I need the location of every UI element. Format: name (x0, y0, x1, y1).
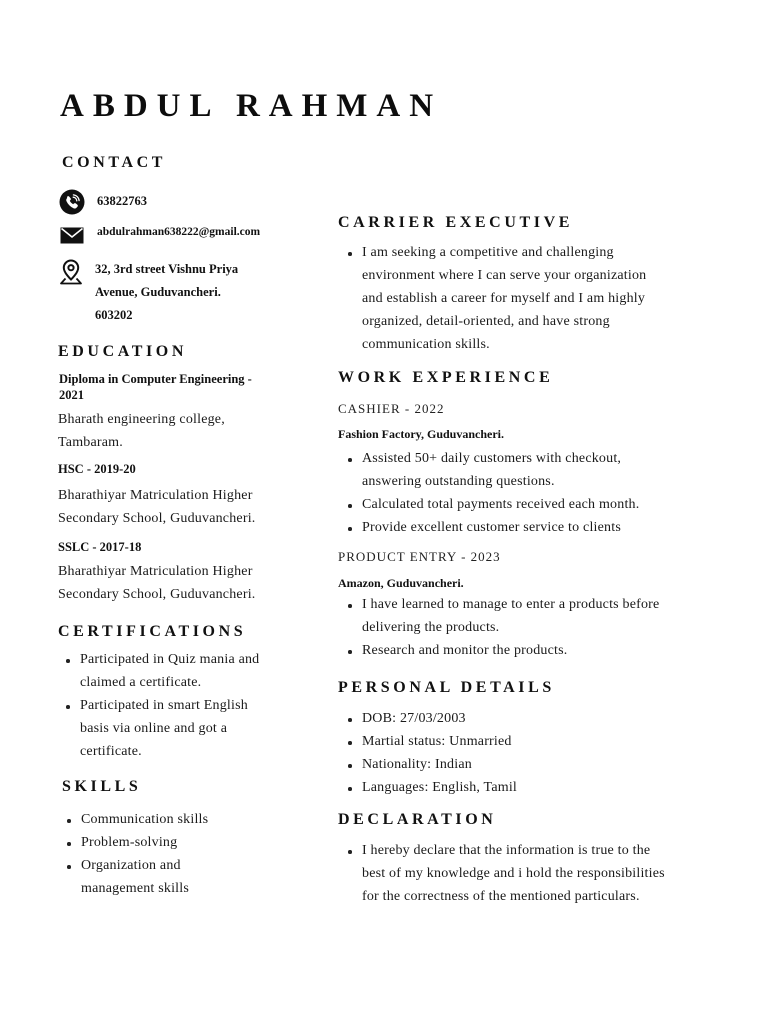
education-detail-line: Secondary School, Guduvancheri. (58, 587, 256, 602)
list-item (58, 648, 318, 694)
address (95, 258, 238, 327)
job-role: CASHIER - 2022 (338, 401, 445, 416)
education-title: HSC - 2019-20 (58, 462, 136, 476)
job-company: Fashion Factory, Guduvancheri. (338, 427, 505, 441)
declaration-heading: DECLARATION (338, 811, 497, 828)
list-item-line: Participated in Quiz mania and (80, 652, 260, 667)
personal-details-heading: PERSONAL DETAILS (338, 679, 555, 696)
education-title: SSLC - 2017-18 (58, 540, 142, 554)
personal-details-list (340, 707, 740, 799)
email-row (59, 222, 85, 248)
address-line: 32, 3rd street Vishnu Priya (95, 262, 239, 276)
phone-icon (59, 189, 85, 215)
list-item-line: Research and monitor the products. (362, 643, 568, 658)
list-item (59, 831, 319, 854)
job-duties-list (340, 447, 750, 539)
job-role: PRODUCT ENTRY - 2023 (338, 549, 501, 564)
list-item: Nationality: Indian (340, 753, 740, 776)
education-title (59, 371, 299, 403)
address-line: Avenue, Guduvancheri. (95, 285, 221, 299)
contact-heading: CONTACT (62, 154, 167, 171)
list-item-line: Assisted 50+ daily customers with checkout, (362, 451, 622, 466)
skills-list (59, 808, 319, 900)
education-detail (58, 408, 225, 454)
list-item (340, 493, 750, 516)
list-item-line: management skills (81, 881, 189, 896)
list-item-line: Calculated total payments received each month. (362, 497, 640, 512)
email-address: abdulrahman638222@gmail.com (97, 226, 261, 238)
education-detail (58, 484, 255, 530)
list-item-line: Problem-solving (81, 835, 178, 850)
phone-number: 63822763 (97, 194, 147, 208)
list-item-line: and establish a career for myself and I am highly (362, 291, 646, 306)
list-item (340, 839, 750, 908)
list-item-line: environment where I can serve your organization (362, 268, 647, 283)
list-item (59, 854, 319, 900)
skills-heading: SKILLS (62, 778, 142, 795)
education-detail (58, 560, 255, 606)
list-item-line: communication skills. (362, 337, 490, 352)
list-item (340, 516, 750, 539)
declaration-list (340, 839, 750, 908)
list-item: Martial status: Unmarried (340, 730, 740, 753)
list-item-line: answering outstanding questions. (362, 474, 555, 489)
certifications-heading: CERTIFICATIONS (58, 623, 247, 640)
job-company: Amazon, Guduvancheri. (338, 576, 464, 590)
list-item-line: Organization and (81, 858, 181, 873)
location-pin-icon (58, 259, 84, 285)
education-detail-line: Bharath engineering college, (58, 412, 225, 427)
list-item (58, 694, 318, 763)
list-item-line: best of my knowledge and i hold the responsibilities (362, 866, 665, 881)
list-item-line: for the correctness of the mentioned particulars. (362, 889, 640, 904)
envelope-icon (59, 222, 85, 248)
work-experience-heading: WORK EXPERIENCE (338, 369, 554, 386)
list-item (340, 241, 740, 356)
address-row (58, 259, 84, 285)
list-item (340, 593, 750, 639)
job-duties-list (340, 593, 750, 662)
list-item (59, 808, 319, 831)
list-item-line: organized, detail-oriented, and have strong (362, 314, 610, 329)
list-item-line: basis via online and got a (80, 721, 228, 736)
list-item-line: I am seeking a competitive and challenging (362, 245, 614, 260)
phone-row (59, 189, 85, 215)
objective-heading: CARRIER EXECUTIVE (338, 214, 574, 231)
list-item-line: Provide excellent customer service to clients (362, 520, 621, 535)
list-item (340, 447, 750, 493)
education-detail-line: Bharathiyar Matriculation Higher (58, 488, 253, 503)
list-item-line: Communication skills (81, 812, 209, 827)
resume-name: ABDUL RAHMAN (60, 88, 443, 124)
list-item-line: certificate. (80, 744, 142, 759)
list-item-line: delivering the products. (362, 620, 500, 635)
list-item (340, 639, 750, 662)
list-item-line: I have learned to manage to enter a products before (362, 597, 660, 612)
list-item-line: I hereby declare that the information is true to the (362, 843, 651, 858)
objective-list (340, 241, 740, 356)
list-item: DOB: 27/03/2003 (340, 707, 740, 730)
list-item-line: Participated in smart English (80, 698, 248, 713)
education-detail-line: Tambaram. (58, 435, 123, 450)
list-item: Languages: English, Tamil (340, 776, 740, 799)
education-heading: EDUCATION (58, 343, 188, 360)
education-title-line: 2021 (59, 388, 84, 402)
education-detail-line: Secondary School, Guduvancheri. (58, 511, 256, 526)
education-detail-line: Bharathiyar Matriculation Higher (58, 564, 253, 579)
list-item-line: claimed a certificate. (80, 675, 202, 690)
education-title-line: Diploma in Computer Engineering - (59, 372, 252, 386)
certifications-list (58, 648, 318, 763)
address-line: 603202 (95, 308, 133, 322)
